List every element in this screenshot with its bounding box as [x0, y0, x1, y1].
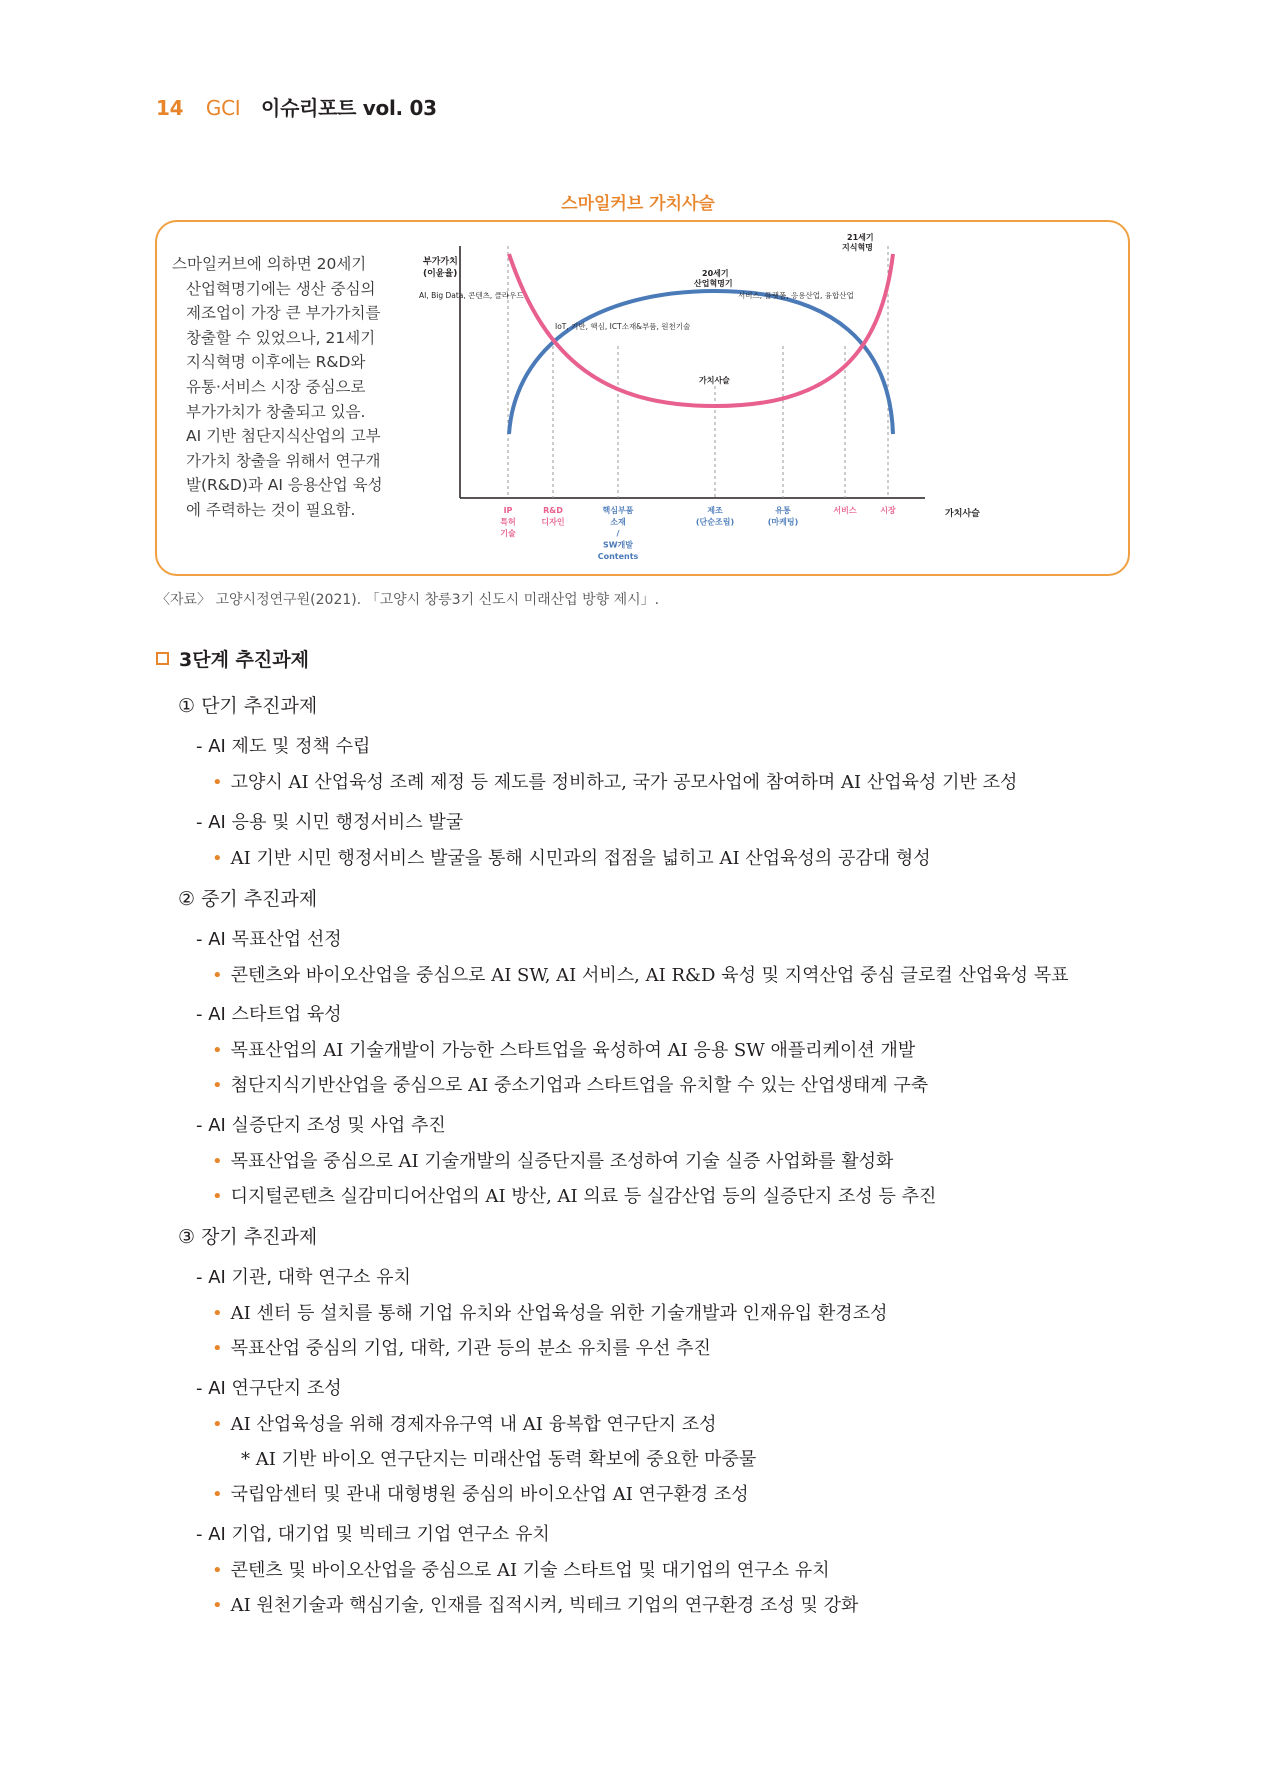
category-label: 디자인: [541, 517, 565, 527]
description-line: 발(R&D)과 AI 응용산업 육성: [186, 476, 383, 495]
bullet: [212, 1036, 915, 1062]
y-axis-label-line: (이윤율): [423, 269, 458, 279]
bullet-text: AI 산업육성을 위해 경제자유구역 내 AI 융복합 연구단지 조성: [230, 1414, 717, 1435]
bullet-text: 국립암센터 및 관내 대형병원 중심의 바이오산업 AI 연구환경 조성: [230, 1484, 749, 1505]
bullet-text: 디지털콘텐츠 실감미디어산업의 AI 방산, AI 의료 등 실감산업 등의 실증단지 조성 등 추진: [230, 1186, 937, 1207]
annotation-right: 서비스, 플랫폼, 응용산업, 융합산업: [738, 291, 854, 300]
bullet-text: 고양시 AI 산업육성 조례 제정 등 제도를 정비하고, 국가 공모사업에 참여하며 AI 산업육성 기반 조성: [230, 772, 1018, 793]
item-title: - AI 기관, 대학 연구소 유치: [196, 1267, 411, 1288]
bullet-dot-icon: •: [212, 1560, 223, 1581]
group-title: ③ 장기 추진과제: [178, 1226, 318, 1248]
category-label: Contents: [597, 552, 639, 561]
category-label: 기술: [500, 529, 516, 538]
bullet-dot-icon: •: [212, 772, 223, 793]
square-bullet-icon: [156, 652, 169, 665]
bullet: [212, 1299, 887, 1325]
note-text: * AI 기반 바이오 연구단지는 미래산업 동력 확보에 중요한 마중물: [241, 1449, 757, 1470]
bullet-text: AI 원천기술과 핵심기술, 인재를 집적시켜, 빅테크 기업의 연구환경 조성 및 강화: [230, 1595, 859, 1616]
bullet: [212, 1556, 830, 1582]
item-title: - AI 연구단지 조성: [196, 1378, 342, 1399]
bullet: [212, 1410, 717, 1436]
item-title: - AI 목표산업 선정: [196, 929, 342, 950]
category-label: (단순조립): [695, 517, 735, 527]
description-line: 산업혁명기에는 생산 중심의: [186, 279, 376, 298]
category-label: 소재: [610, 517, 626, 527]
category-label: 시장: [880, 506, 896, 515]
item-title: - AI 기업, 대기업 및 빅테크 기업 연구소 유치: [196, 1524, 550, 1545]
bullet-dot-icon: •: [212, 848, 223, 869]
description-line: 지식혁명 이후에는 R&D와: [186, 353, 366, 372]
bullet: [212, 768, 1017, 794]
annotation-21c-line2: 지식혁명: [842, 243, 873, 252]
description-line: 부가가치가 창출되고 있음.: [186, 402, 366, 421]
category-labels: [500, 505, 896, 561]
page-header: [156, 92, 437, 121]
description-line: 에 주력하는 것이 필요함.: [186, 500, 356, 519]
bullet: [212, 1480, 749, 1506]
bullet-dot-icon: •: [212, 1414, 223, 1435]
description-line: 제조업이 가장 큰 부가가치를: [186, 304, 381, 323]
bullet: [212, 1591, 858, 1617]
category-label: R&D: [543, 506, 563, 515]
bullet-dot-icon: •: [212, 1040, 223, 1061]
bullet-dot-icon: •: [212, 965, 223, 986]
bullet-dot-icon: •: [212, 1303, 223, 1324]
category-label: IP: [503, 506, 513, 515]
description-line: AI 기반 첨단지식산업의 고부: [186, 427, 381, 446]
item-title: - AI 제도 및 정책 수립: [196, 736, 371, 757]
x-axis-label: 가치사슬: [945, 509, 980, 519]
bullet-text: AI 센터 등 설치를 통해 기업 유치와 산업육성을 위한 기술개발과 인재유입 환경조성: [230, 1303, 888, 1324]
annotation-21c-line1: 21세기: [847, 233, 874, 242]
category-label: 핵심부품: [602, 506, 634, 515]
smile-curve-chart: [405, 226, 1005, 571]
bullet: [212, 1182, 936, 1208]
group-title: ② 중기 추진과제: [178, 888, 318, 910]
bullet-text: 목표산업의 AI 기술개발이 가능한 스타트업을 육성하여 AI 응용 SW 애플리케이션 개발: [230, 1040, 916, 1061]
figure-description: [172, 252, 390, 523]
item-title: - AI 실증단지 조성 및 사업 추진: [196, 1115, 446, 1136]
bullet-dot-icon: •: [212, 1595, 223, 1616]
bullet-text: 목표산업을 중심으로 AI 기술개발의 실증단지를 조성하여 기술 실증 사업화를 활성화: [230, 1151, 894, 1172]
bullet: [212, 844, 931, 870]
series-20th-century-curve: [509, 291, 893, 434]
category-label: (마케팅): [767, 517, 799, 527]
annotation-bottom: 가치사슬: [699, 376, 730, 385]
group-title: ① 단기 추진과제: [178, 695, 318, 717]
bullet-text: AI 기반 시민 행정서비스 발굴을 통해 시민과의 접점을 넓히고 AI 산업육성의 공감대 형성: [230, 848, 931, 869]
annotation-left: AI, Big Data, 콘텐츠, 클라우드: [419, 291, 524, 300]
description-line: 창출할 수 있었으나, 21세기: [186, 328, 376, 347]
bullet: [212, 1071, 928, 1097]
figure-title: 스마일커브 가치사슬: [561, 194, 715, 214]
bullet-text: 목표산업 중심의 기업, 대학, 기관 등의 분소 유치를 우선 추진: [230, 1338, 711, 1359]
category-label: 서비스: [833, 506, 857, 515]
bullet-dot-icon: •: [212, 1338, 223, 1359]
category-label: SW개발: [602, 540, 634, 550]
y-axis-label-line: 부가가치: [423, 257, 458, 267]
brand-label: GCI: [205, 96, 241, 120]
category-label: 유통: [775, 506, 791, 515]
item-title: - AI 응용 및 시민 행정서비스 발굴: [196, 812, 464, 833]
bullet-text: 콘텐츠 및 바이오산업을 중심으로 AI 기술 스타트업 및 대기업의 연구소 유치: [230, 1560, 830, 1581]
annotation-20c-line1: 20세기: [702, 269, 729, 278]
page-number: 14: [156, 96, 184, 120]
report-title: 이슈리포트 vol. 03: [261, 96, 437, 120]
bullet-dot-icon: •: [212, 1075, 223, 1096]
annotation-middle: IoT, 기반, 핵심, ICT소재&부품, 원천기술: [555, 322, 691, 331]
category-label: 특허: [500, 517, 516, 527]
bullet-dot-icon: •: [212, 1151, 223, 1172]
figure-source: 〈자료〉 고양시정연구원(2021). 「고양시 창릉3기 신도시 미래산업 방향 제시」.: [156, 592, 660, 608]
category-label: 제조: [707, 506, 723, 515]
description-line: 스마일커브에 의하면 20세기: [172, 255, 367, 273]
annotation-20c-line2: 산업혁명기: [694, 279, 733, 288]
section-title: [156, 645, 309, 672]
category-label: /: [616, 529, 620, 538]
bullet-dot-icon: •: [212, 1186, 223, 1207]
bullet: [212, 1334, 711, 1360]
bullet: [212, 1147, 893, 1173]
item-title: - AI 스타트업 육성: [196, 1004, 342, 1025]
description-line: 가가치 창출을 위해서 연구개: [186, 451, 381, 470]
bullet-text: 콘텐츠와 바이오산업을 중심으로 AI SW, AI 서비스, AI R&D 육성 및 지역산업 중심 글로컬 산업육성 목표: [230, 965, 1069, 986]
description-line: 유통·서비스 시장 중심으로: [186, 377, 366, 396]
bullet-text: 첨단지식기반산업을 중심으로 AI 중소기업과 스타트업을 유치할 수 있는 산업생태계 구축: [230, 1075, 929, 1096]
bullet-dot-icon: •: [212, 1484, 223, 1505]
bullet: [212, 961, 1069, 987]
section-title-text: 3단계 추진과제: [179, 649, 309, 671]
